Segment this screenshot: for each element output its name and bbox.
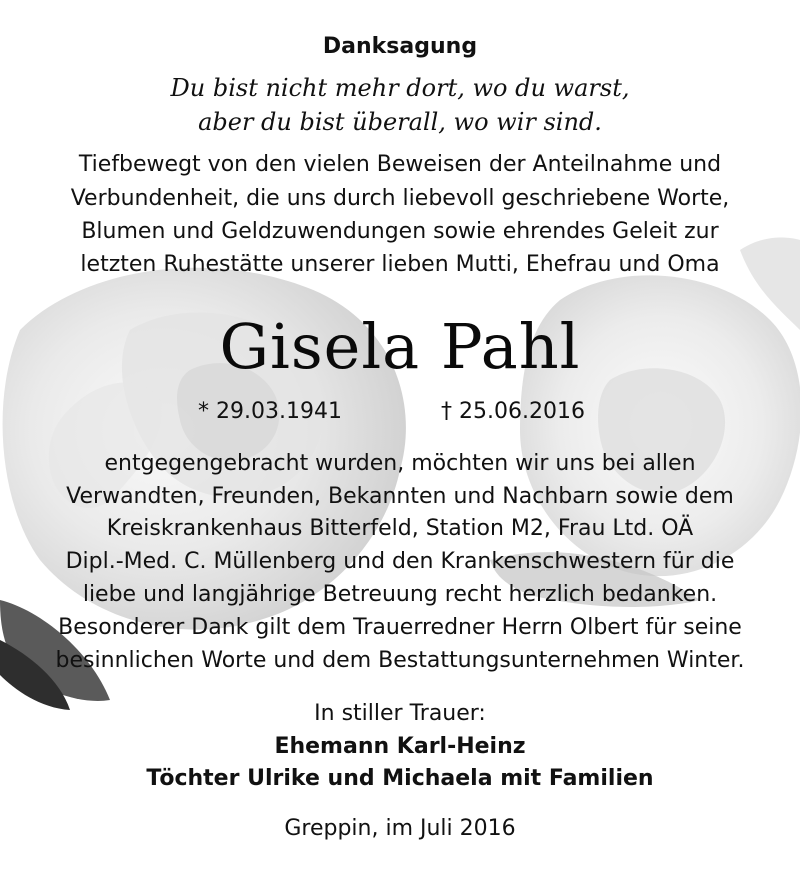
mourner-daughters: Töchter Ulrike und Michaela mit Familien (146, 766, 654, 791)
intro-line-4: letzten Ruhestätte unserer lieben Mutti, Ehefrau und Oma (80, 252, 720, 277)
intro-line-2: Verbundenheit, die uns durch liebevoll geschriebene Worte, (70, 186, 730, 211)
thanks-line-4: Dipl.-Med. C. Müllenberg und den Krankenschwestern für die (65, 549, 735, 574)
thanks-line-2: Verwandten, Freunden, Bekannten und Nachbarn sowie dem (66, 484, 734, 509)
mourner-husband: Ehemann Karl-Heinz (274, 734, 526, 759)
death-date: † 25.06.2016 (441, 399, 585, 424)
motto-line-1: Du bist nicht mehr dort, wo du warst, (170, 74, 630, 102)
deceased-name: Gisela Pahl (219, 310, 581, 383)
thanks-line-6: Besonderer Dank gilt dem Trauerredner Herrn Olbert für seine (58, 615, 742, 640)
intro-line-1: Tiefbewegt von den vielen Beweisen der Anteilnahme und (78, 152, 722, 177)
mourning-label: In stiller Trauer: (314, 701, 486, 726)
birth-date: * 29.03.1941 (198, 399, 342, 424)
place-date: Greppin, im Juli 2016 (284, 816, 516, 841)
thanks-line-7: besinnlichen Worte und dem Bestattungsunternehmen Winter. (55, 648, 745, 673)
motto-line-2: aber du bist überall, wo wir sind. (198, 108, 602, 136)
notice-title: Danksagung (322, 34, 478, 59)
thanks-line-3: Kreiskrankenhaus Bitterfeld, Station M2, Frau Ltd. OÄ (106, 516, 694, 541)
intro-line-3: Blumen und Geldzuwendungen sowie ehrendes Geleit zur (81, 219, 719, 244)
thanks-line-5: liebe und langjährige Betreuung recht herzlich bedanken. (82, 582, 718, 607)
thanks-line-1: entgegengebracht wurden, möchten wir uns bei allen (104, 451, 696, 476)
